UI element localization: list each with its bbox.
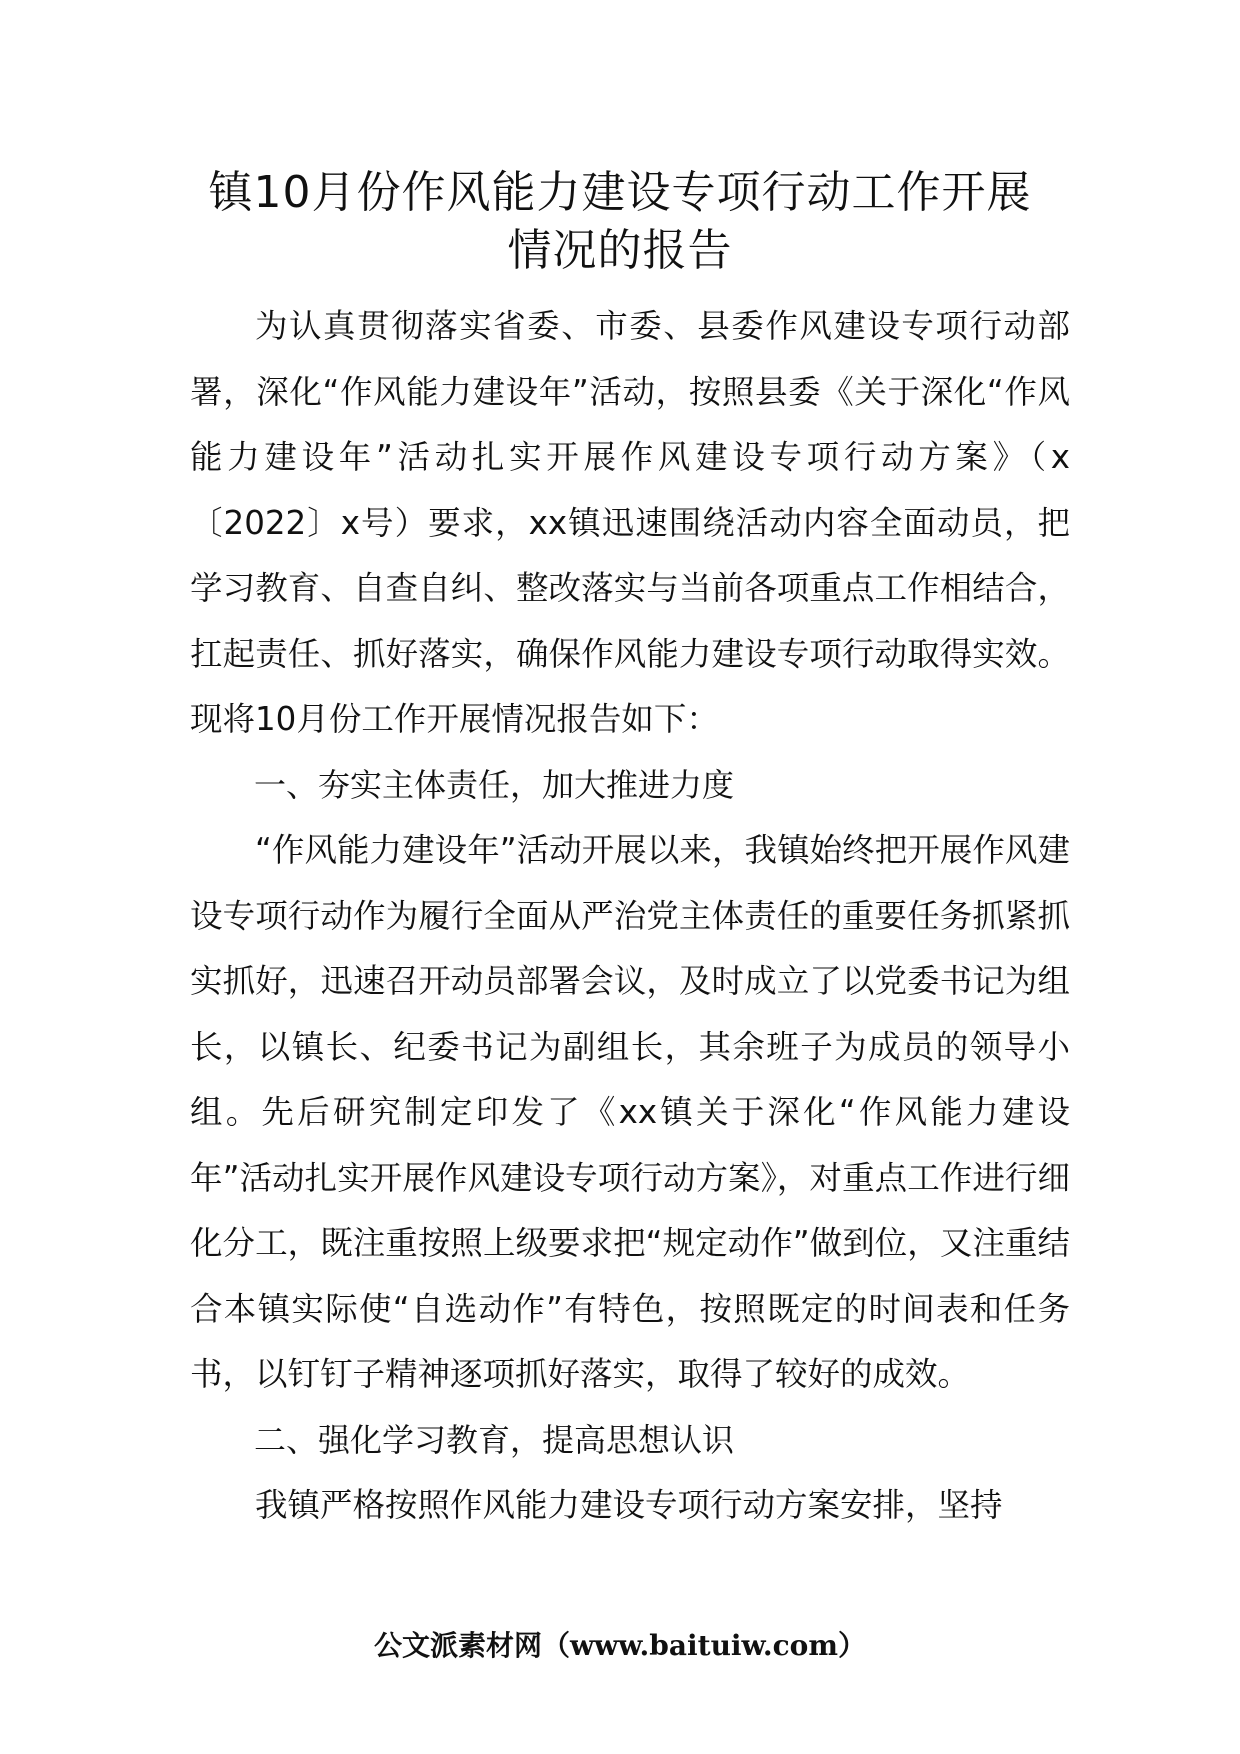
title-line-1: 镇10月份作风能力建设专项行动工作开展 <box>208 167 1032 218</box>
section-heading-1: 一、夯实主体责任，加大推进力度 <box>254 765 735 804</box>
title-line-2: 情况的报告 <box>507 225 733 276</box>
paragraph-section-1: “作风能力建设年”活动开展以来，我镇始终把开展作风建设专项行动作为履行全面从严治党主体责任的重要任务抓紧抓实抓好，迅速召开动员部署会议，及时成立了以党委书记为组长，以镇长、纪委书记为副组长，其余班子为成员的领导小组。先后研究制定印发了《xx镇关于深化“作风能力建设年”活动扎实开展作风建设专项行动方案》，对重点工作进行细化分工，既注重按照上级要求把“规定动作”做到位，又注重结合本镇实际使“自选动作”有特色，按照既定的时间表和任务书，以钉钉子精神逐项抓好落实，取得了较好的成效。 <box>190 831 1070 1393</box>
document-title <box>150 164 1090 280</box>
footer-watermark: 公文派素材网（www.baituiw.com） <box>374 1629 866 1662</box>
paragraph-section-2: 我镇严格按照作风能力建设专项行动方案安排，坚持 <box>255 1486 1003 1524</box>
section-heading-2: 二、强化学习教育，提高思想认识 <box>254 1420 735 1459</box>
paragraph-intro: 为认真贯彻落实省委、市委、县委作风建设专项行动部署，深化“作风能力建设年”活动，按照县委《关于深化“作风能力建设年”活动扎实开展作风建设专项行动方案》（x〔2022〕x号）要求，xx镇迅速围绕活动内容全面动员，把学习教育、自查自纠、整改落实与当前各项重点工作相结合，扛起责任、抓好落实，确保作风能力建设专项行动取得实效。现将10月份工作开展情况报告如下： <box>190 307 1070 738</box>
document-body <box>190 294 1070 1539</box>
